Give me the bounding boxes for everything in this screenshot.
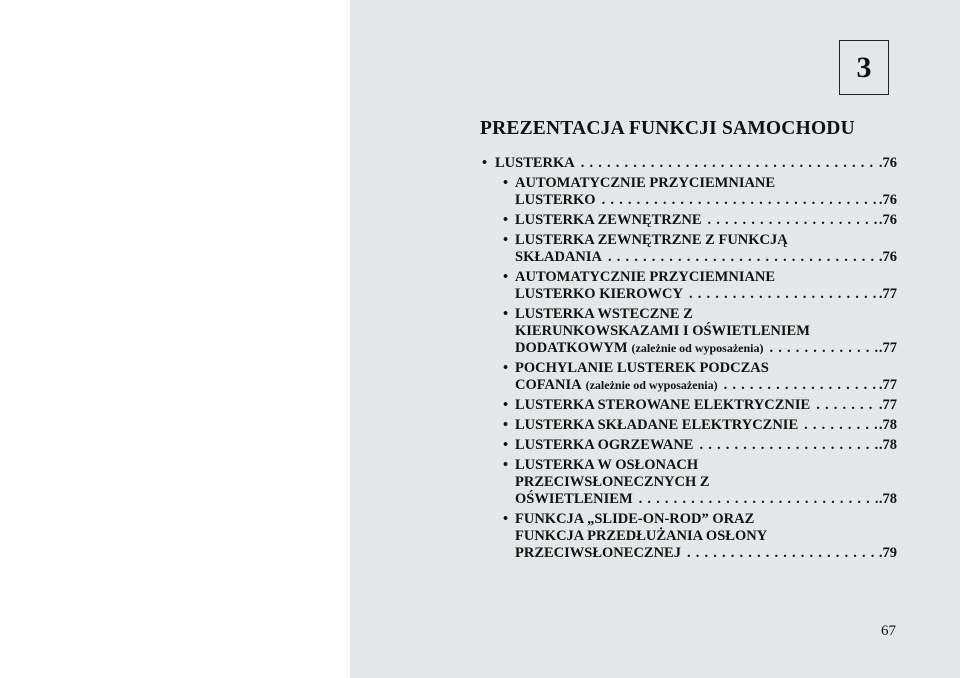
toc-page-ref: .78 [878,417,897,433]
toc-entry-line: POCHYLANIE LUSTEREK PODCZAS [515,360,769,376]
bullet-icon: • [503,397,509,413]
dot-leader [702,212,878,229]
dot-leader [681,545,878,562]
toc-page-ref: .76 [878,155,897,171]
toc-entry-label: SKŁADANIA [515,249,603,265]
toc-entry[interactable] [480,360,897,394]
toc-entry-line: LUSTERKA W OSŁONACH [515,457,699,473]
toc-entry-note: (zależnie od wyposażenia) [585,378,718,392]
toc-entry-label: LUSTERKA STEROWANE ELEKTRYCZNIE [515,397,811,413]
toc-entry-label: PRZECIWSŁONECZNEJ [515,545,681,561]
chapter-number-box [839,40,889,95]
bullet-icon: • [503,269,509,285]
bullet-icon: • [503,457,509,473]
bullet-icon: • [503,306,509,322]
toc-entry-line: AUTOMATYCZNIE PRZYCIEMNIANE [515,269,776,285]
dot-leader [798,417,878,434]
toc-entry-label: LUSTERKA [495,155,575,171]
toc-page-ref: .78 [878,437,897,453]
toc-page-ref: .79 [878,545,897,561]
dot-leader [764,340,878,357]
bullet-icon: • [503,437,509,453]
toc-entry[interactable] [480,437,897,454]
toc-entry-line: LUSTERKA WSTECZNE Z [515,306,693,322]
toc-entry-line: KIERUNKOWSKAZAMI I OŚWIETLENIEM [515,323,810,339]
toc-page-ref: .76 [878,192,897,208]
section-title: PREZENTACJA FUNKCJI SAMOCHODU [480,118,855,139]
toc-entry[interactable] [480,269,897,303]
bullet-icon: • [503,417,509,433]
toc-entry[interactable] [480,155,897,172]
dot-leader [596,192,878,209]
toc-entry-label: DODATKOWYM [515,340,628,356]
toc-entry[interactable] [480,306,897,357]
toc-entry[interactable] [480,232,897,266]
dot-leader [683,286,878,303]
toc-entry-note: (zależnie od wyposażenia) [631,341,764,355]
bullet-icon: • [503,212,509,228]
toc-entry-label: LUSTERKA OGRZEWANE [515,437,694,453]
chapter-number: 3 [856,50,872,84]
toc-entry[interactable] [480,212,897,229]
bullet-icon: • [482,155,488,171]
toc-entry-line: PRZECIWSŁONECZNYCH Z [515,474,710,490]
toc-entry-label: LUSTERKA ZEWNĘTRZNE [515,212,702,228]
bullet-icon: • [503,511,509,527]
toc-entry[interactable] [480,417,897,434]
toc-entry[interactable] [480,457,897,508]
toc-entry-line: FUNKCJA PRZEDŁUŻANIA OSŁONY [515,528,768,544]
toc-entry[interactable] [480,175,897,209]
bullet-icon: • [503,175,509,191]
page-number: 67 [881,623,896,639]
table-of-contents [480,155,897,565]
toc-page-ref: .77 [878,377,897,393]
bullet-icon: • [503,232,509,248]
dot-leader [633,491,878,508]
dot-leader [718,377,878,394]
toc-entry-label: LUSTERKO KIEROWCY [515,286,683,302]
toc-entry-label: OŚWIETLENIEM [515,491,633,507]
toc-entry-line: AUTOMATYCZNIE PRZYCIEMNIANE [515,175,776,191]
toc-page-ref: .78 [878,491,897,507]
bullet-icon: • [503,360,509,376]
toc-page-ref: .77 [878,397,897,413]
toc-page-ref: .77 [878,286,897,302]
toc-page-ref: .76 [878,212,897,228]
dot-leader [693,437,877,454]
toc-entry[interactable] [480,397,897,414]
dot-leader [810,397,878,414]
dot-leader [575,155,878,172]
toc-entry-line: FUNKCJA „SLIDE-ON-ROD” ORAZ [515,511,755,527]
toc-entry-label: COFANIA [515,377,582,393]
toc-entry[interactable] [480,511,897,562]
toc-entry-label: LUSTERKA SKŁADANE ELEKTRYCZNIE [515,417,799,433]
dot-leader [602,249,878,266]
toc-page-ref: .76 [878,249,897,265]
manual-page [350,0,960,678]
toc-page-ref: .77 [878,340,897,356]
toc-entry-line: LUSTERKA ZEWNĘTRZNE Z FUNKCJĄ [515,232,788,248]
toc-entry-label: LUSTERKO [515,192,596,208]
